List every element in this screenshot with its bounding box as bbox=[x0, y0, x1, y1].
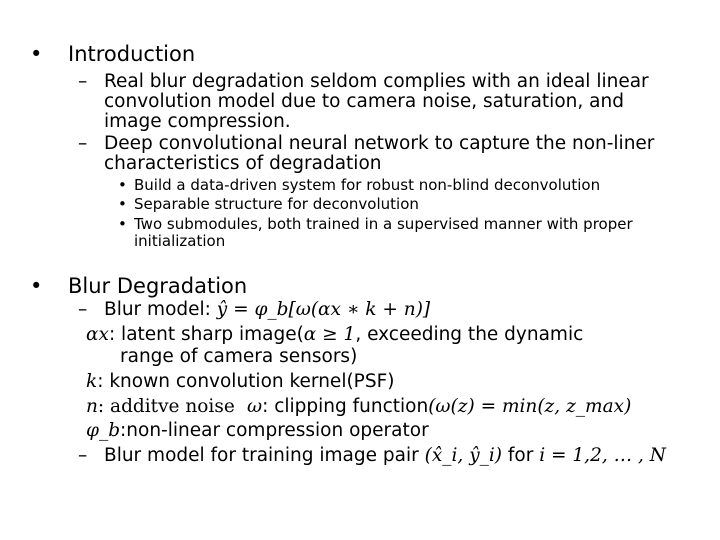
kernel-definition bbox=[86, 373, 394, 392]
phi-symbol: φ_b bbox=[86, 420, 121, 441]
kernel-description: : known convolution kernel(PSF) bbox=[97, 371, 395, 392]
omega-definition bbox=[247, 398, 631, 417]
omega-equation: (ω(z) = min(z, z_max) bbox=[428, 396, 632, 417]
alpha-definition-line-1 bbox=[86, 326, 583, 345]
blur-model-line bbox=[104, 301, 430, 320]
phi-description: :non-linear compression operator bbox=[120, 420, 429, 441]
intro-sub-item-1: Build a data-driven system for robust non-blind deconvolution bbox=[134, 176, 601, 194]
section-title-blur-degradation: Blur Degradation bbox=[68, 274, 248, 298]
section-title-introduction: Introduction bbox=[68, 42, 196, 66]
intro-sub-item-2: Separable structure for deconvolution bbox=[134, 195, 419, 213]
intro-sub-item-3-line-1: Two submodules, both trained in a supervised manner with proper bbox=[134, 215, 633, 233]
sub-bullet-icon: • bbox=[118, 176, 127, 194]
dash-icon: – bbox=[78, 445, 88, 466]
alpha-description: : latent sharp image( bbox=[108, 324, 304, 345]
kernel-symbol: k bbox=[86, 371, 98, 392]
sub-bullet-icon: • bbox=[118, 215, 127, 233]
intro-item-2-line-2: characteristics of degradation bbox=[104, 153, 382, 174]
bullet-icon: • bbox=[30, 274, 43, 298]
blur-model-equation: ŷ = φ_b[ω(αx ∗ k + n)] bbox=[216, 299, 431, 320]
training-pair-equation: (x̂_i, ŷ_i) bbox=[424, 445, 503, 466]
training-pair-line bbox=[104, 447, 666, 466]
alpha-description-tail: , exceeding the dynamic bbox=[355, 324, 584, 345]
dash-icon: – bbox=[78, 71, 88, 92]
dash-icon: – bbox=[78, 133, 88, 154]
noise-definition bbox=[86, 398, 235, 417]
intro-item-1-line-1: Real blur degradation seldom complies with an ideal linear bbox=[104, 71, 649, 92]
blur-model-label: Blur model: bbox=[104, 299, 217, 320]
training-pair-label: Blur model for training image pair bbox=[104, 445, 425, 466]
sub-bullet-icon: • bbox=[118, 195, 127, 213]
alpha-symbol: αx bbox=[86, 324, 109, 345]
bullet-icon: • bbox=[30, 42, 43, 66]
training-pair-range: i = 1,2, … , N bbox=[539, 445, 666, 466]
phi-definition bbox=[86, 422, 429, 441]
alpha-definition-line-2: range of camera sensors) bbox=[120, 346, 358, 367]
dash-icon: – bbox=[78, 299, 88, 320]
omega-description: : clipping function bbox=[262, 396, 429, 417]
intro-item-2-line-1: Deep convolutional neural network to capture the non-liner bbox=[104, 133, 655, 154]
intro-item-1-line-2: convolution model due to camera noise, saturation, and bbox=[104, 91, 624, 112]
omega-symbol: ω bbox=[247, 396, 263, 417]
training-pair-for: for bbox=[502, 445, 540, 466]
intro-item-1-line-3: image compression. bbox=[104, 111, 291, 132]
intro-sub-item-3-line-2: initialization bbox=[134, 232, 226, 250]
noise-symbol: n bbox=[86, 396, 98, 417]
alpha-condition: α ≥ 1 bbox=[303, 324, 356, 345]
noise-description: : additve noise bbox=[97, 396, 235, 417]
